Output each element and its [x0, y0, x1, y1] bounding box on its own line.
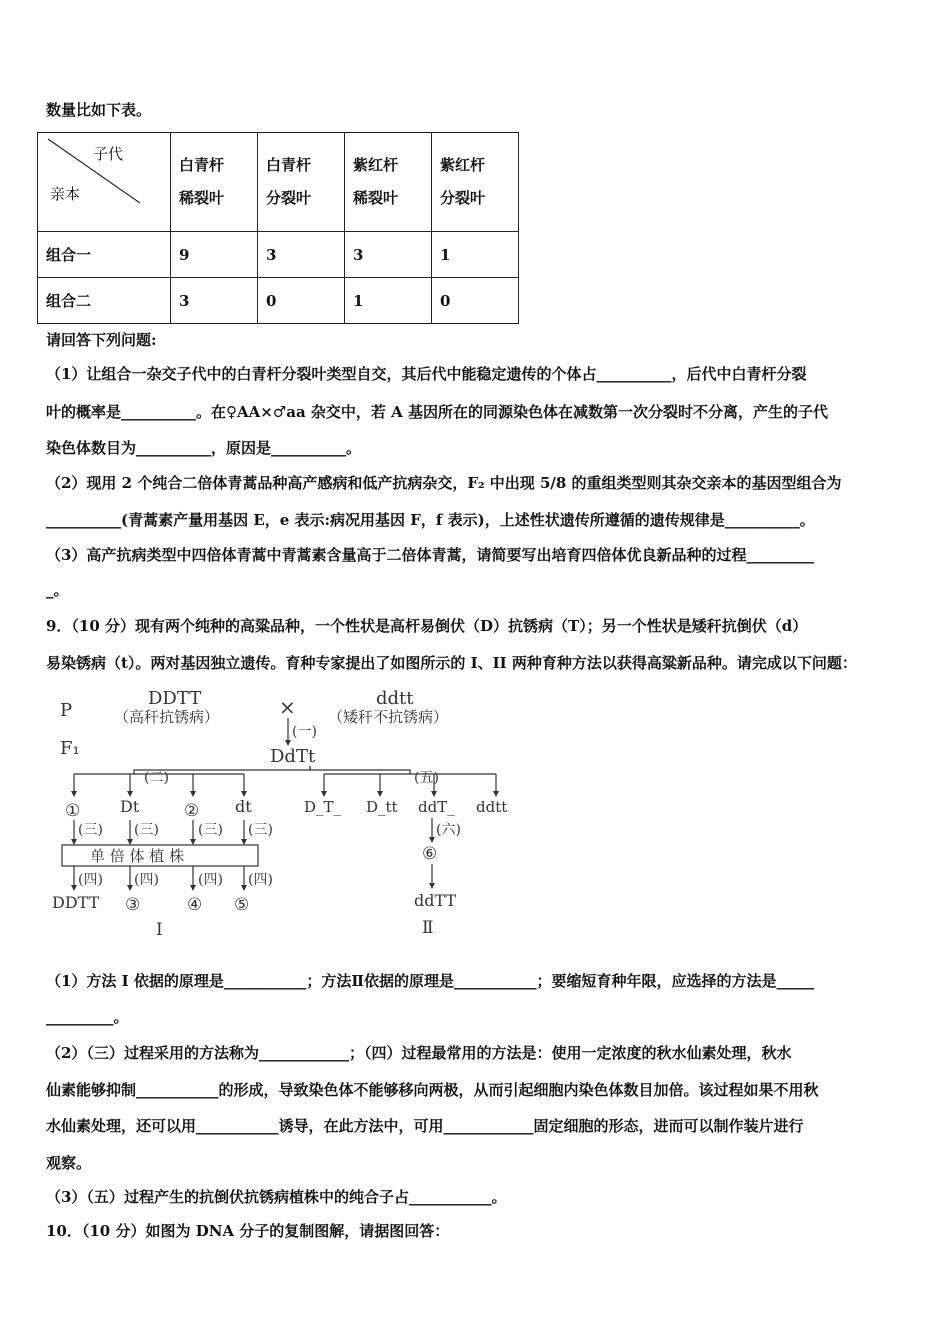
parent-2: ddtt — [376, 688, 414, 709]
cross-table — [37, 132, 519, 324]
table-cell: 3 — [345, 232, 432, 278]
cross-sign: × — [279, 695, 296, 719]
table-row — [38, 278, 519, 324]
haploid-label: 单 倍 体 植 株 — [90, 847, 185, 865]
step-2-label: (二) — [144, 770, 169, 786]
step-4-label: (四) — [198, 872, 223, 888]
step-3-label: (三) — [78, 822, 103, 838]
q8-prompt: 请回答下列问题: — [46, 331, 157, 349]
breeding-diagram — [48, 682, 568, 942]
col-header-2: 白青杆 分裂叶 — [258, 133, 345, 232]
table-cell: 1 — [345, 278, 432, 324]
q9-answer-1b: _________。 — [46, 1008, 129, 1026]
step-4-label: (四) — [78, 872, 103, 888]
f2-genotype-2: D_tt — [366, 798, 398, 816]
parent-1: DDTT — [148, 688, 202, 709]
table-cell: 0 — [432, 278, 519, 324]
step-6-label: (六) — [436, 822, 461, 838]
col-header-1: 白青杆 稀裂叶 — [171, 133, 258, 232]
outcome-I-3: ④ — [187, 895, 203, 915]
gamete-2: Dt — [120, 797, 140, 816]
q8-line-6: （3）高产抗病类型中四倍体青蒿中青蒿素含量高于二倍体青蒿，请简要写出培育四倍体优良新品种的过程_________ — [46, 546, 814, 564]
step-1-label: (一) — [292, 724, 317, 740]
step-4-label: (四) — [248, 872, 273, 888]
q8-line-1: （1）让组合一杂交子代中的白青杆分裂叶类型自交，其后代中能稳定遗传的个体占__________，后代中白青杆分裂 — [46, 365, 807, 383]
outcome-I-2: ③ — [125, 895, 141, 915]
method-II-label: Ⅱ — [422, 918, 434, 938]
table-cell: 1 — [432, 232, 519, 278]
q9-answer-3: （3）（五）过程产生的抗倒伏抗锈病植株中的纯合子占___________。 — [46, 1188, 507, 1206]
corner-top-label: 子代 — [93, 145, 124, 163]
q8-line-5: __________(青蒿素产量用基因 E，e 表示:病况用基因 F，f 表示)，上述性状遗传所遵循的遗传规律是__________。 — [46, 511, 815, 529]
f2-genotype-4: ddtt — [476, 798, 508, 816]
table-corner — [38, 133, 171, 232]
step-4-label: (四) — [134, 872, 159, 888]
step-3-label: (三) — [134, 822, 159, 838]
gamete-1: ① — [65, 801, 81, 821]
table-cell: 3 — [171, 278, 258, 324]
step-3-label: (三) — [248, 822, 273, 838]
p-label: P — [60, 700, 73, 721]
f2-genotype-1: D_T_ — [304, 798, 342, 816]
table-cell: 0 — [258, 278, 345, 324]
outcome-I-4: ⑤ — [234, 895, 250, 915]
f1-genotype: DdTt — [270, 746, 316, 767]
six-marker: ⑥ — [422, 844, 438, 864]
parent-2-note: （矮秆不抗锈病） — [328, 708, 449, 726]
q8-line-4: （2）现用 2 个纯合二倍体青蒿品种高产感病和低产抗病杂交，F₂ 中出现 5/8 的重组类型则其杂交亲本的基因型组合为 — [46, 474, 842, 492]
q10-line-1: 10．（10 分）如图为 DNA 分子的复制图解，请据图回答： — [46, 1222, 450, 1240]
q9-line-2: 易染锈病（t）。两对基因独立遗传。育种专家提出了如图所示的 I、II 两种育种方法以获得高粱新品种。请完成以下问题： — [46, 654, 857, 672]
q9-answer-1: （1）方法 I 依据的原理是___________；方法Ⅱ依据的原理是___________；要缩短育种年限，应选择的方法是_____ — [46, 972, 815, 990]
f1-label: F₁ — [60, 738, 80, 759]
corner-bottom-label: 亲本 — [50, 185, 81, 203]
gamete-3: ② — [184, 801, 200, 821]
outcome-I-1: DDTT — [52, 893, 100, 912]
step-3-label: (三) — [198, 822, 223, 838]
gamete-4: dt — [235, 797, 252, 816]
q8-line-7: _。 — [46, 581, 69, 599]
q8-line-3: 染色体数目为__________，原因是__________。 — [46, 439, 362, 457]
q9-answer-2a: （2）（三）过程采用的方法称为____________；（四）过程最常用的方法是：使用一定浓度的秋水仙素处理，秋水 — [46, 1044, 792, 1062]
col-header-4: 紫红杆 分裂叶 — [432, 133, 519, 232]
col-header-3: 紫红杆 稀裂叶 — [345, 133, 432, 232]
row-label: 组合一 — [38, 232, 171, 278]
parent-1-note: （高秆抗锈病） — [114, 708, 220, 726]
q9-answer-2b: 仙素能够抑制___________的形成，导致染色体不能够移向两极，从而引起细胞内染色体数目加倍。该过程如果不用秋 — [46, 1081, 819, 1099]
q9-answer-2d: 观察。 — [46, 1154, 92, 1172]
table-cell: 3 — [258, 232, 345, 278]
step-5-label: (五) — [414, 770, 439, 786]
row-label: 组合二 — [38, 278, 171, 324]
q9-line-1: 9．（10 分）现有两个纯种的高粱品种，一个性状是高杆易倒伏（D）抗锈病（T）；另一个性状是矮秆抗倒伏（d） — [46, 617, 808, 635]
method-I-label: I — [156, 920, 163, 940]
q9-answer-2c: 水仙素处理，还可以用___________诱导，在此方法中，可用____________固定细胞的形态，进而可以制作装片进行 — [46, 1117, 804, 1135]
table-cell: 9 — [171, 232, 258, 278]
q8-line-2: 叶的概率是__________。在♀AA×♂aa 杂交中，若 A 基因所在的同源染色体在减数第一次分裂时不分离，产生的子代 — [46, 403, 829, 421]
f2-genotype-3: ddT_ — [418, 798, 455, 816]
intro-text: 数量比如下表。 — [46, 101, 152, 119]
outcome-II: ddTT — [414, 891, 457, 910]
table-row — [38, 232, 519, 278]
